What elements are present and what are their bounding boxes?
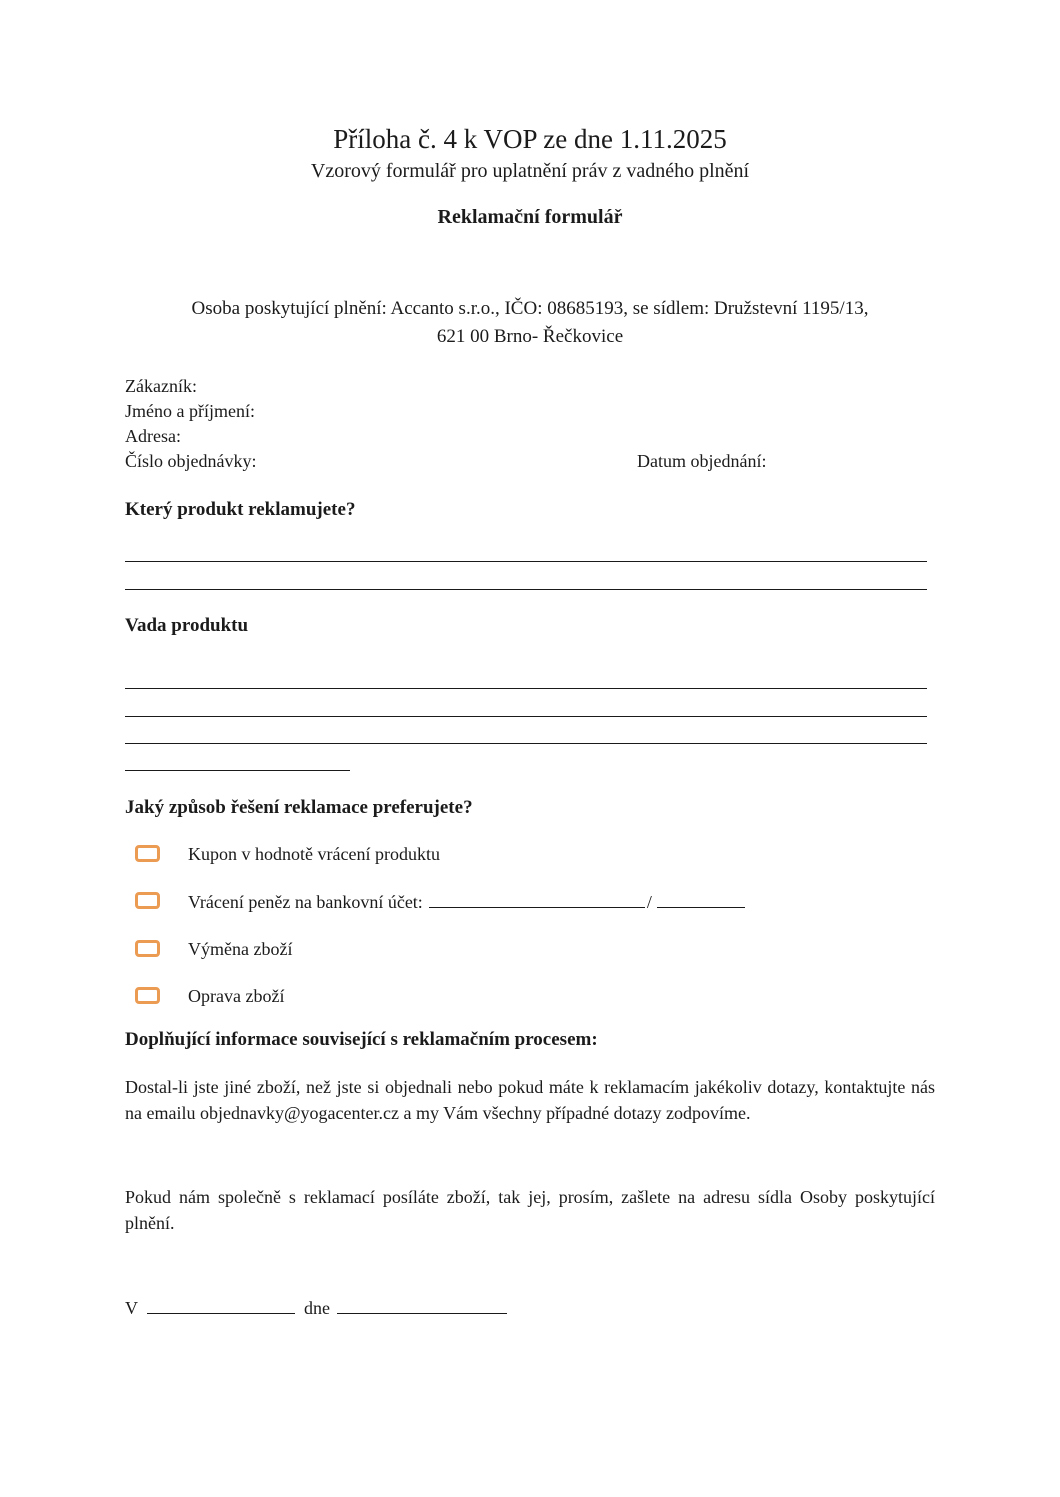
repair-option-label: Oprava zboží — [188, 986, 285, 1006]
resolution-option-repair — [125, 985, 935, 1009]
product-answer-line-2[interactable] — [125, 589, 927, 590]
product-question-heading: Který produkt reklamujete? — [125, 499, 356, 520]
resolution-option-refund — [125, 890, 935, 914]
signature-place-line[interactable] — [147, 1296, 295, 1314]
defect-answer-line-1[interactable] — [125, 688, 927, 689]
customer-block — [125, 374, 935, 474]
form-title: Reklamační formulář — [437, 206, 623, 228]
contact-paragraph: Dostal-li jste jiné zboží, než jste si objednali nebo pokud máte k reklamacím jakékoliv dotazy, kontaktujte nás na emailu objednavky@yogacenter.cz a my Vám všechny případné dotazy zodpovíme. — [125, 1077, 935, 1123]
signature-date-line[interactable] — [337, 1296, 507, 1314]
bank-account-number-line[interactable] — [429, 890, 645, 908]
signature-date-prefix: dne — [304, 1298, 330, 1318]
defect-answer-line-2[interactable] — [125, 716, 927, 717]
refund-option-label: Vrácení peněz na bankovní účet: — [188, 892, 423, 912]
provider-info-line2: 621 00 Brno- Řečkovice — [436, 326, 624, 347]
address-label: Adresa: — [125, 426, 181, 446]
coupon-option-label: Kupon v hodnotě vrácení produktu — [188, 844, 440, 864]
exchange-checkbox[interactable] — [135, 940, 160, 957]
defect-heading: Vada produktu — [125, 615, 249, 636]
resolution-option-coupon — [125, 843, 935, 867]
name-label: Jméno a příjmení: — [125, 401, 255, 421]
bank-code-line[interactable] — [657, 890, 745, 908]
signature-row — [125, 1296, 935, 1320]
additional-info-heading: Doplňující informace související s reklamačním procesem: — [125, 1029, 598, 1050]
provider-info — [0, 295, 1060, 351]
refund-checkbox[interactable] — [135, 892, 160, 909]
resolution-heading: Jaký způsob řešení reklamace preferujete? — [125, 797, 473, 818]
customer-label: Zákazník: — [125, 376, 197, 396]
resolution-option-exchange — [125, 938, 935, 962]
order-row — [125, 449, 935, 474]
refund-option-content — [188, 890, 745, 913]
order-number-label: Číslo objednávky: — [125, 451, 257, 471]
defect-answer-line-3[interactable] — [125, 743, 927, 744]
product-answer-line-1[interactable] — [125, 561, 927, 562]
signature-place-prefix: V — [125, 1298, 138, 1318]
defect-answer-line-4[interactable] — [125, 770, 350, 771]
exchange-option-label: Výměna zboží — [188, 939, 293, 959]
provider-info-line1: Osoba poskytující plnění: Accanto s.r.o., IČO: 08685193, se sídlem: Družstevní 1195/13, — [191, 298, 869, 319]
bank-account-separator: / — [646, 892, 652, 912]
document-subtitle: Vzorový formulář pro uplatnění práv z vadného plnění — [310, 160, 750, 182]
document-title: Příloha č. 4 k VOP ze dne 1.11.2025 — [333, 124, 727, 154]
shipping-paragraph: Pokud nám společně s reklamací posíláte zboží, tak jej, prosím, zašlete na adresu sídla Osoby poskytující plnění. — [125, 1187, 935, 1233]
order-date-label: Datum objednání: — [637, 451, 767, 471]
repair-checkbox[interactable] — [135, 987, 160, 1004]
coupon-checkbox[interactable] — [135, 845, 160, 862]
